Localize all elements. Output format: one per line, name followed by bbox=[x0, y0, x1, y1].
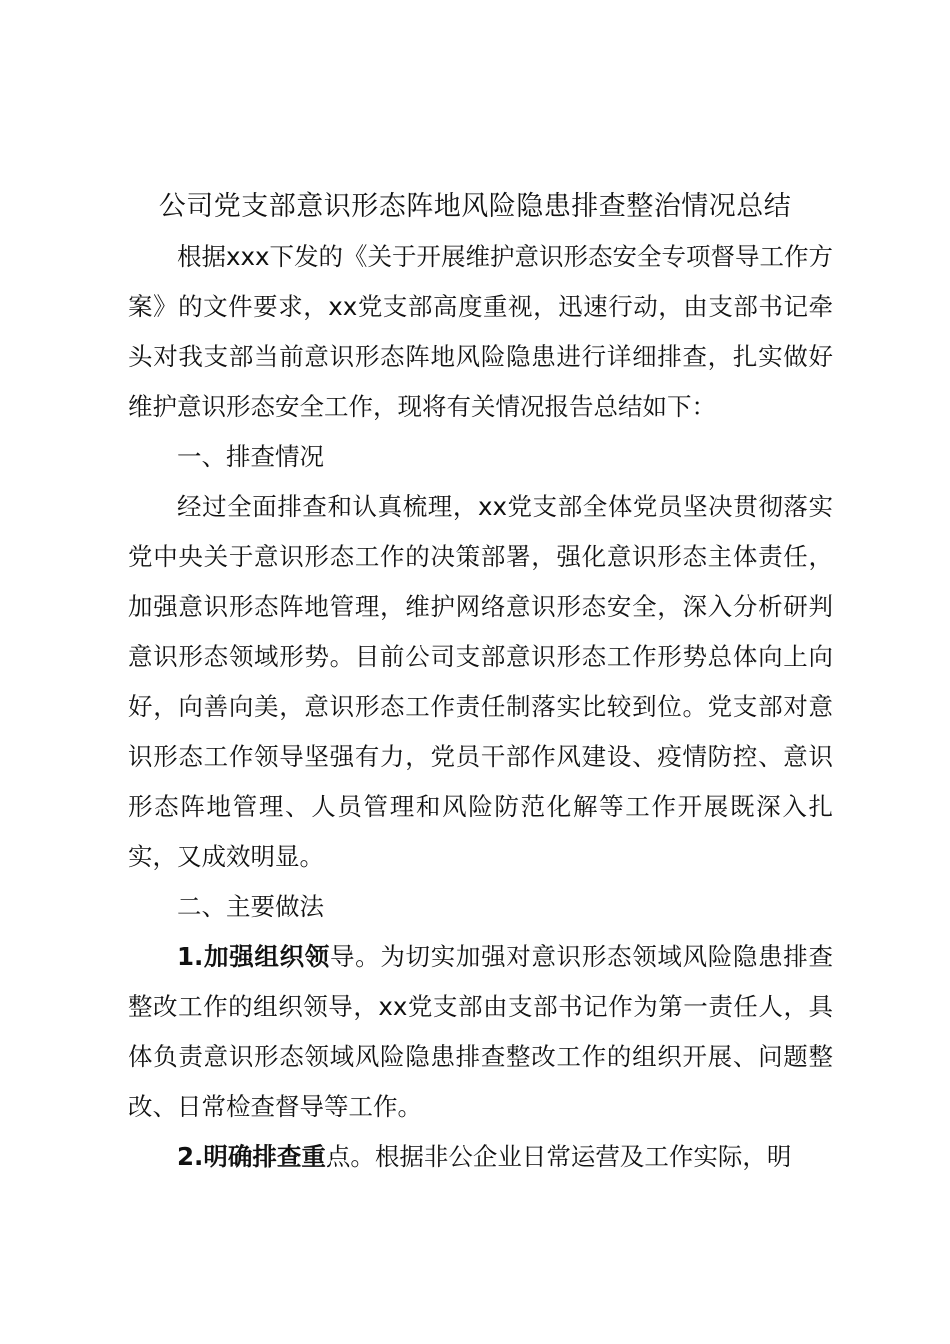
inspection-paragraph: 经过全面排查和认真梳理，xx党支部全体党员坚决贯彻落实党中央关于意识形态工作的决策部署，强化意识形态主体责任，加强意识形态阵地管理，维护网络意识形态安全，深入分析研判意识形态领域形势。目前公司支部意识形态工作形势总体向上向好，向善向美，意识形态工作责任制落实比较到位。党支部对意识形态工作领导坚强有力，党员干部作风建设、疫情防控、意识形态阵地管理、人员管理和风险防范化解等工作开展既深入扎实，又成效明显。 bbox=[128, 492, 833, 871]
document-body bbox=[128, 232, 833, 1182]
measure-item-1-text: 导。为切实加强对意识形态领域风险隐患排查整改工作的组织领导，xx党支部由支部书记作为第一责任人，具体负责意识形态领域风险隐患排查整改工作的组织开展、问题整改、日常检查督导等工作。 bbox=[128, 942, 833, 1121]
measure-item-1-lead: 1.加强组织领 bbox=[177, 942, 330, 971]
section-heading-inspection: 一、排查情况 bbox=[177, 442, 324, 471]
measure-item-2-text: 点。根据非公企业日常运营及工作实际，明 bbox=[325, 1142, 792, 1171]
intro-paragraph: 根据xxx下发的《关于开展维护意识形态安全专项督导工作方案》的文件要求，xx党支部高度重视，迅速行动，由支部书记牵头对我支部当前意识形态阵地风险隐患进行详细排查，扎实做好维护意识形态安全工作，现将有关情况报告总结如下： bbox=[128, 242, 833, 421]
measure-item-1 bbox=[128, 932, 833, 1132]
measure-item-2-lead: 2.明确排查重 bbox=[177, 1142, 326, 1171]
measure-item-2 bbox=[128, 1132, 833, 1182]
document-title: 公司党支部意识形态阵地风险隐患排查整治情况总结 bbox=[158, 191, 792, 222]
section-heading-measures: 二、主要做法 bbox=[177, 892, 324, 921]
